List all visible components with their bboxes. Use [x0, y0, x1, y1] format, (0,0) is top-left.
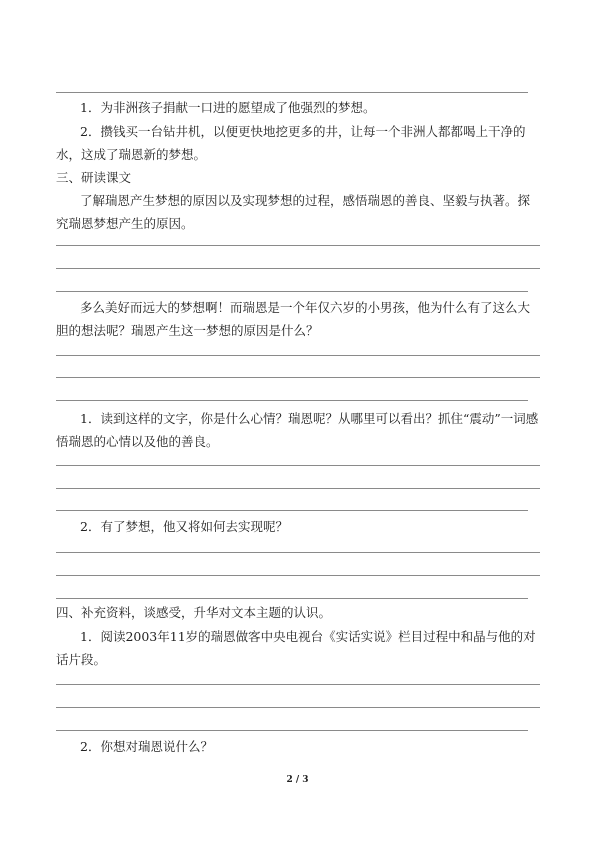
answer-line	[56, 377, 540, 378]
answer-line	[56, 400, 528, 401]
paragraph-4: 多么美好而远大的梦想啊！而瑞恩是一个年仅六岁的小男孩，他为什么有了这么大胆的想法呢？瑞恩产生这一梦想的原因是什么？	[56, 300, 531, 338]
answer-line	[56, 510, 528, 511]
answer-line	[56, 575, 540, 576]
answer-line	[56, 598, 528, 599]
answer-line	[56, 245, 540, 246]
answer-line	[56, 730, 528, 731]
paragraph-7: 1．阅读2003年11岁的瑞恩做客中央电视台《实话实说》栏目过程中和晶与他的对话片段。	[56, 629, 536, 667]
answer-line	[56, 92, 528, 93]
paragraph-6: 2．有了梦想，他又将如何去实现呢？	[80, 519, 288, 534]
answer-line	[56, 291, 528, 292]
section-heading-4: 四、补充资料，谈感受，升华对文本主题的认识。	[56, 605, 332, 620]
paragraph-5: 1．读到这样的文字，你是什么心情？瑞恩呢？从哪里可以看出？抓住“震动”一词感悟瑞恩的心情以及他的善良。	[56, 411, 539, 449]
answer-line	[56, 465, 540, 466]
answer-line	[56, 488, 540, 489]
answer-line	[56, 684, 540, 685]
paragraph-1: 1．为非洲孩子捐献一口进的愿望成了他强烈的梦想。	[80, 100, 376, 115]
answer-line	[56, 552, 540, 553]
page-number: 2 / 3	[286, 775, 309, 785]
answer-line	[56, 707, 540, 708]
paragraph-2: 2．攒钱买一台钻井机，以便更快地挖更多的井，让每一个非洲人都都喝上干净的水，这成了瑞恩新的梦想。	[56, 124, 526, 162]
paragraph-3: 了解瑞恩产生梦想的原因以及实现梦想的过程，感悟瑞恩的善良、坚毅与执著。探究瑞恩梦想产生的原因。	[56, 193, 531, 231]
paragraph-8: 2．你想对瑞恩说什么？	[80, 739, 213, 754]
section-heading-3: 三、研读课文	[56, 170, 132, 185]
answer-line	[56, 355, 540, 356]
answer-line	[56, 268, 540, 269]
